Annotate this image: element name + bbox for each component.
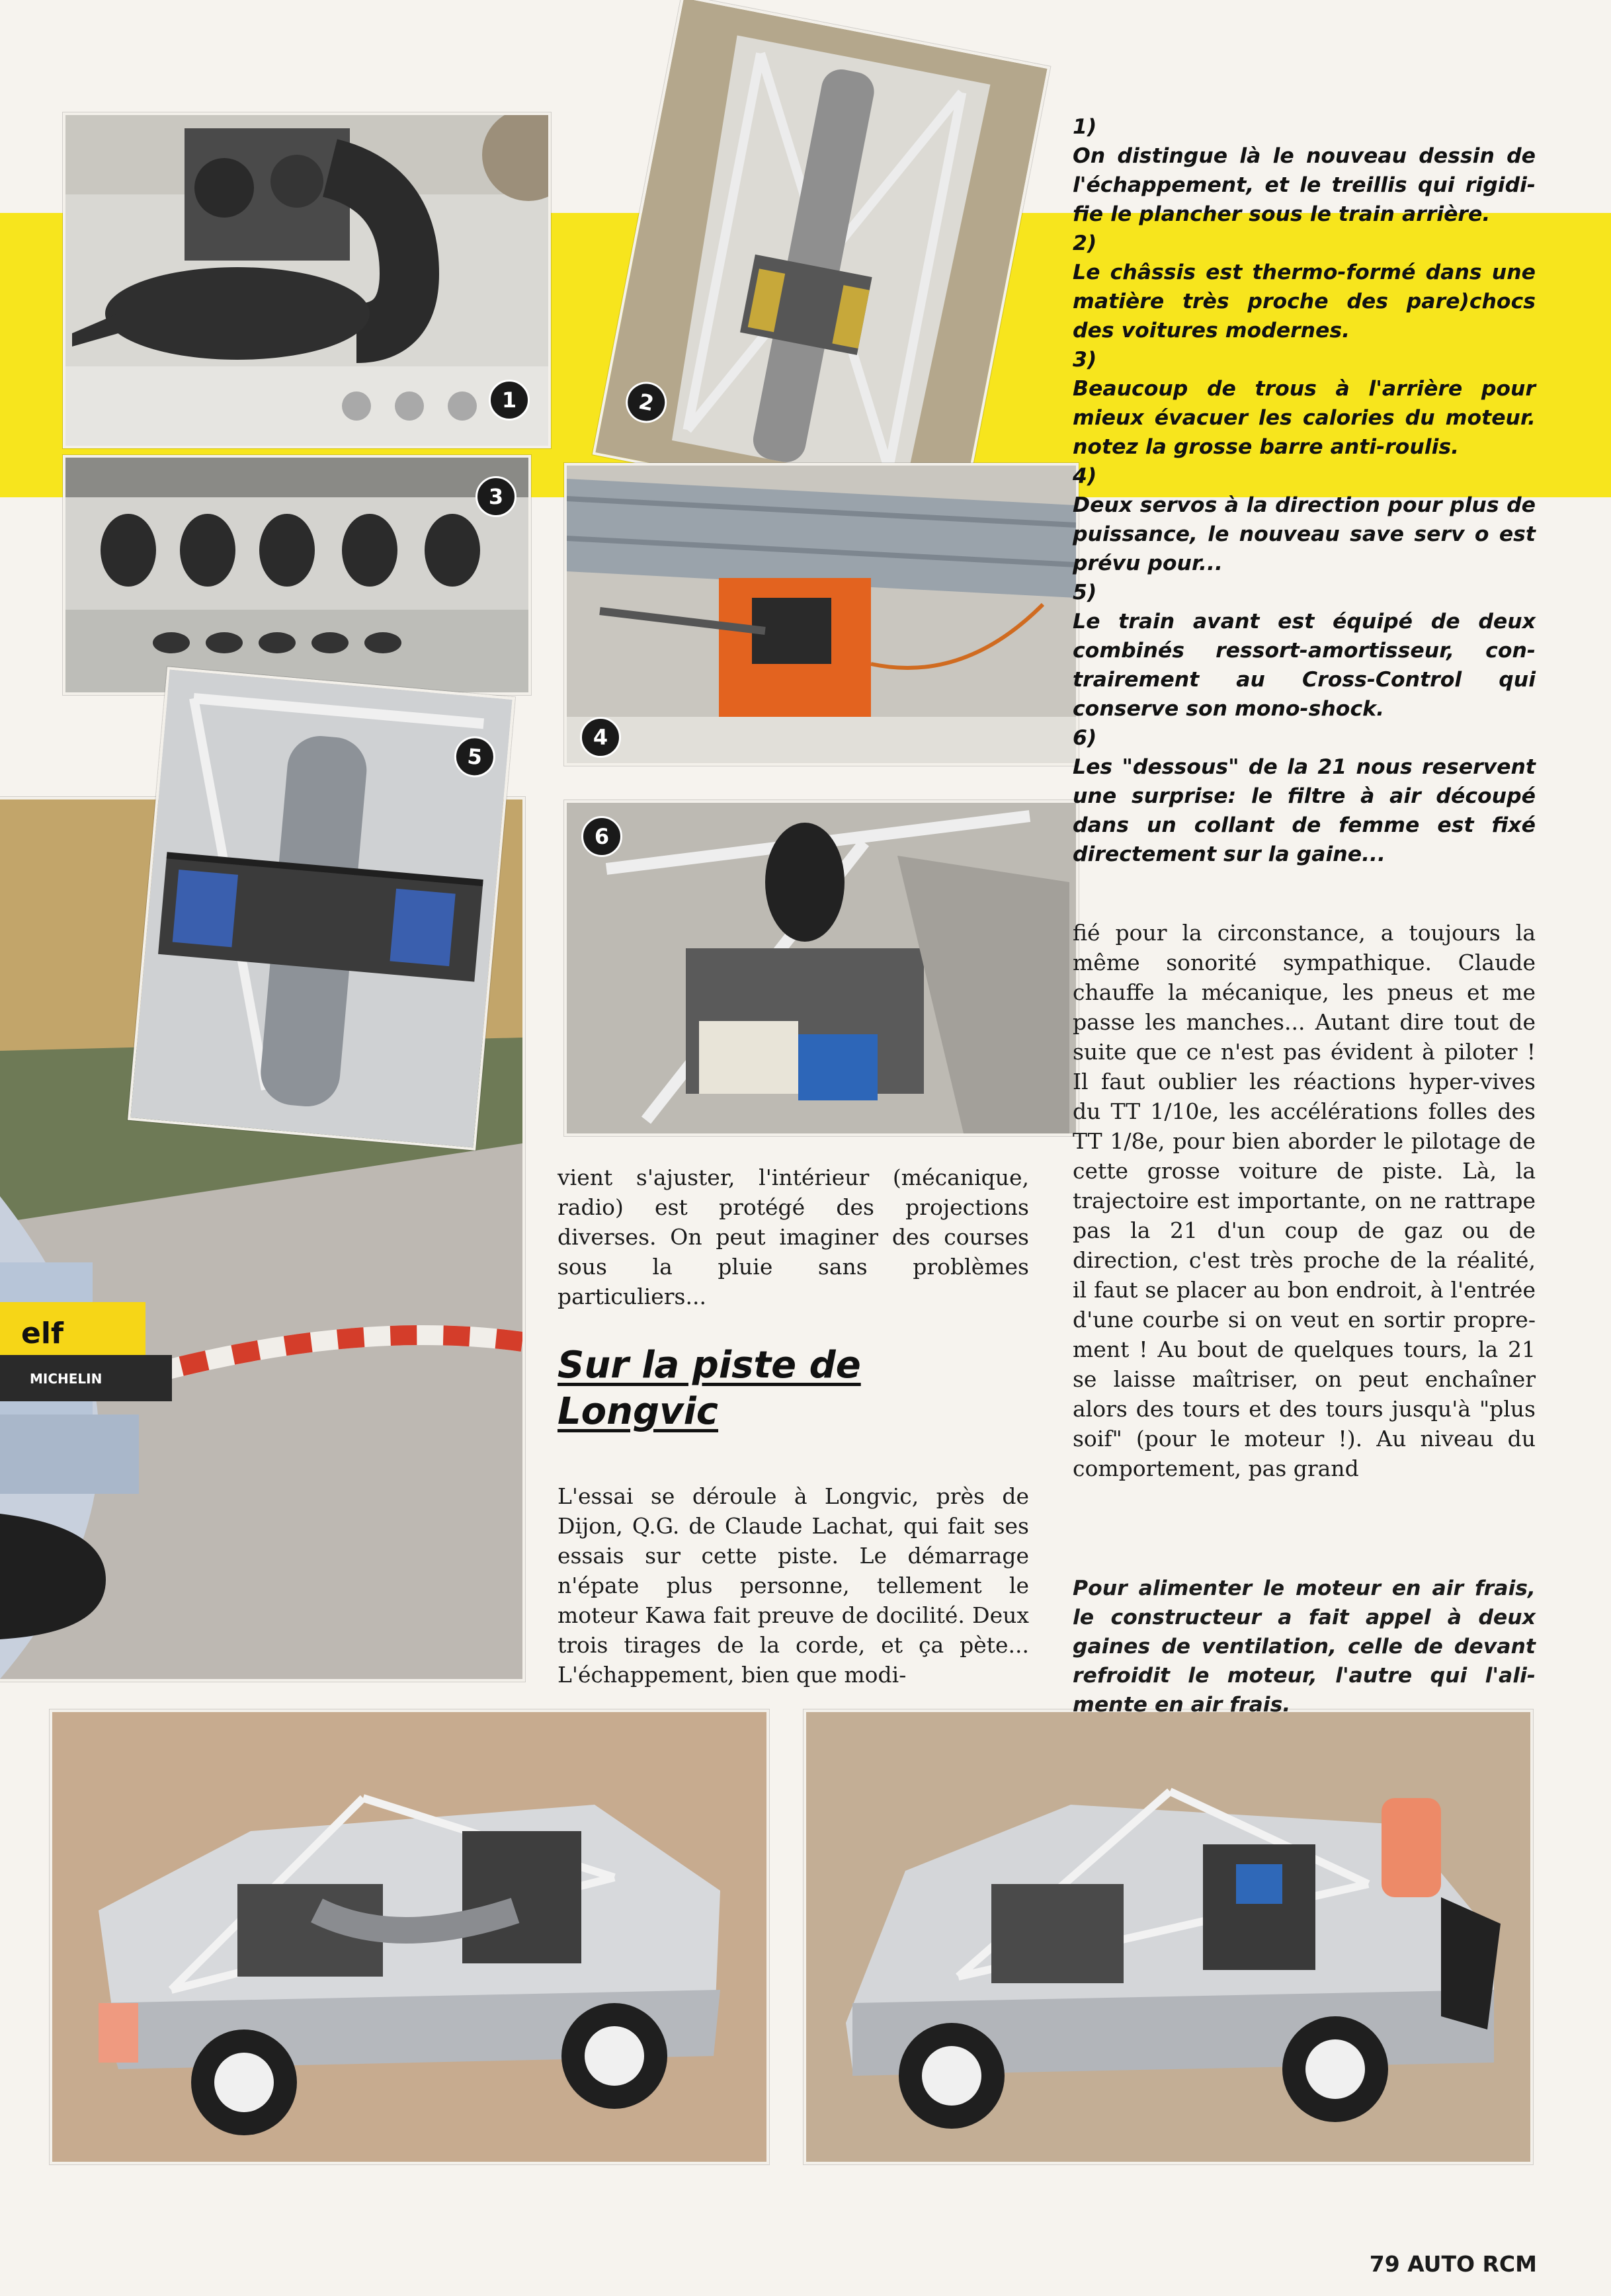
caption-label: 2) xyxy=(1073,231,1097,255)
caption-label: 6) xyxy=(1073,726,1097,750)
article-paragraph: vient s'ajuster, l'intérieur (mécanique, radio) est protégé des projections diverses. On peut imaginer des courses sous la pluie sans problèmes particuliers... xyxy=(558,1165,1029,1309)
caption-text: On distingue là le nouveau dessin de l'échappement, et le treillis qui rigidifie le plancher sous le train arrière. xyxy=(1073,144,1536,226)
photo-number-badge: 3 xyxy=(475,476,516,517)
photo-number-badge: 1 xyxy=(489,380,530,421)
photo-servos xyxy=(564,463,1079,766)
article-column-middle-top xyxy=(558,1163,1029,1311)
caption-label: 5) xyxy=(1073,581,1097,604)
caption-label: 1) xyxy=(1073,115,1097,139)
page-folio: 79 AUTO RCM xyxy=(1369,2251,1537,2277)
caption-text: Le train avant est équipé de deux combinés ressort-amortisseur, contrairement au Cross-Control qui conserve son mono-shock. xyxy=(1073,610,1536,721)
photo-number-badge: 4 xyxy=(580,717,621,758)
caption-text: Les "dessous" de la 21 nous reservent une surprise: le filtre à air découpé dans un collant de femme est fixé directement sur la gaine... xyxy=(1073,755,1536,866)
photo-captions xyxy=(1073,112,1536,869)
section-heading xyxy=(558,1342,1029,1435)
photo-rear-vents xyxy=(63,455,531,695)
caption-label: 3) xyxy=(1073,348,1097,372)
caption-text: Beaucoup de trous à l'arrière pour mieux évacuer les calories du moteur. notez la grosse barre anti-roulis. xyxy=(1073,377,1536,459)
photo-air-filter xyxy=(564,800,1079,1136)
article-paragraph: fié pour la circonstance, a toujours la même sonorité sympathique. Claude chauffe la mécanique, les pneus et me passe les manches... Autant dire tout de suite que ce n'est pas évident à piloter ! Il faut oublier les réactions hyper-vives du TT 1/10e, les accélérations folles des TT 1/8e, pour bien aborder le pilotage de cette grosse voiture de piste. Là, la trajectoire est importante, on ne rattrape pas la 21 d'un coup de gaz ou de direction, c'est très proche de la réalité, il faut se placer au bon endroit, à l'entrée d'une courbe si on veut en sortir proprement ! Au bout de quelques tours, la 21 se laisse maîtriser, on peut enchaîner alors des tours et des tours jusqu'à "plus soif" (pour le moteur !). Au niveau du comportement, pas grand xyxy=(1073,920,1536,1481)
article-paragraph: L'essai se déroule à Longvic, près de Dijon, Q.G. de Claude Lachat, qui fait ses essais sur cette piste. Le démarrage n'épate plus personne, tellement le moteur Kawa fait preuve de docilité. Deux trois tirages de la corde, et ça pète... L'échappement, bien que modi- xyxy=(558,1483,1029,1688)
photo-car-left xyxy=(50,1709,769,2164)
article-column-right xyxy=(1073,918,1536,1483)
section-heading-line: Sur la piste de xyxy=(558,1344,861,1387)
caption-label: 4) xyxy=(1073,464,1097,488)
car-livery-tyre: MICHELIN xyxy=(30,1371,103,1387)
caption-text: Le châssis est thermo-formé dans une matière très proche des pare)chocs des voitures modernes. xyxy=(1073,261,1536,343)
photo-number-badge: 2 xyxy=(622,378,671,427)
photo-number-badge: 6 xyxy=(581,816,622,857)
section-heading-line: Longvic xyxy=(558,1390,719,1433)
photo-front-suspension xyxy=(128,667,515,1150)
article-column-middle-bottom xyxy=(558,1481,1029,1690)
photo-number-badge: 5 xyxy=(452,735,497,779)
bottom-photo-caption: Pour alimenter le moteur en air frais, le constructeur a fait appel à deux gaines de ventilation, celle de devant refroidit le moteur, l'autre qui l'alimente en air frais. xyxy=(1073,1577,1536,1717)
car-livery-brand: elf xyxy=(21,1317,64,1350)
photo-exhaust xyxy=(63,112,551,448)
photo-car-right xyxy=(804,1709,1533,2164)
caption-text: Deux servos à la direction pour plus de puissance, le nouveau save serv o est prévu pour... xyxy=(1073,493,1536,575)
